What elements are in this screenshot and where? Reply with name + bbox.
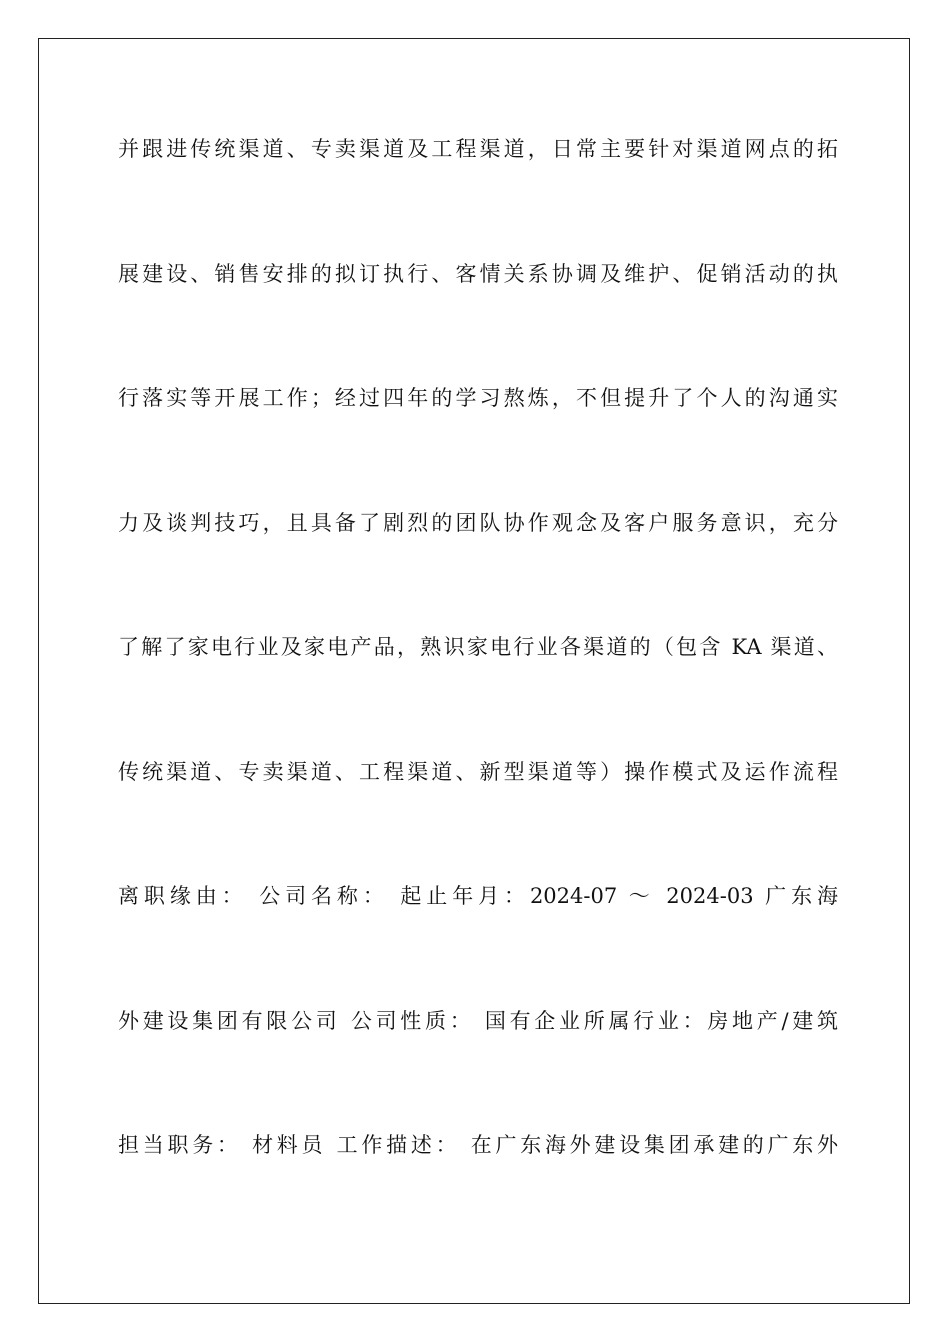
- text-line: 展建设、销售安排的拟订执行、客情关系协调及维护、促销活动的执: [118, 262, 838, 286]
- text-line: 传统渠道、专卖渠道、工程渠道、新型渠道等）操作模式及运作流程: [118, 760, 838, 784]
- text-line: 并跟进传统渠道、专卖渠道及工程渠道，日常主要针对渠道网点的拓: [118, 137, 838, 161]
- text-line: 行落实等开展工作；经过四年的学习熬炼，不但提升了个人的沟通实: [118, 386, 838, 410]
- text-line: 外建设集团有限公司 公司性质： 国有企业所属行业：房地产/建筑: [118, 1009, 838, 1033]
- text-line: 离职缘由： 公司名称： 起止年月：2024-07 ～ 2024-03 广东海: [118, 884, 838, 908]
- document-page: [38, 38, 910, 1304]
- text-line: 力及谈判技巧，且具备了剧烈的团队协作观念及客户服务意识，充分: [118, 511, 838, 535]
- text-line: 了解了家电行业及家电产品，熟识家电行业各渠道的（包含 KA 渠道、: [118, 635, 838, 659]
- document-body: [39, 39, 909, 1303]
- text-line: 担当职务： 材料员 工作描述： 在广东海外建设集团承建的广东外: [118, 1133, 838, 1157]
